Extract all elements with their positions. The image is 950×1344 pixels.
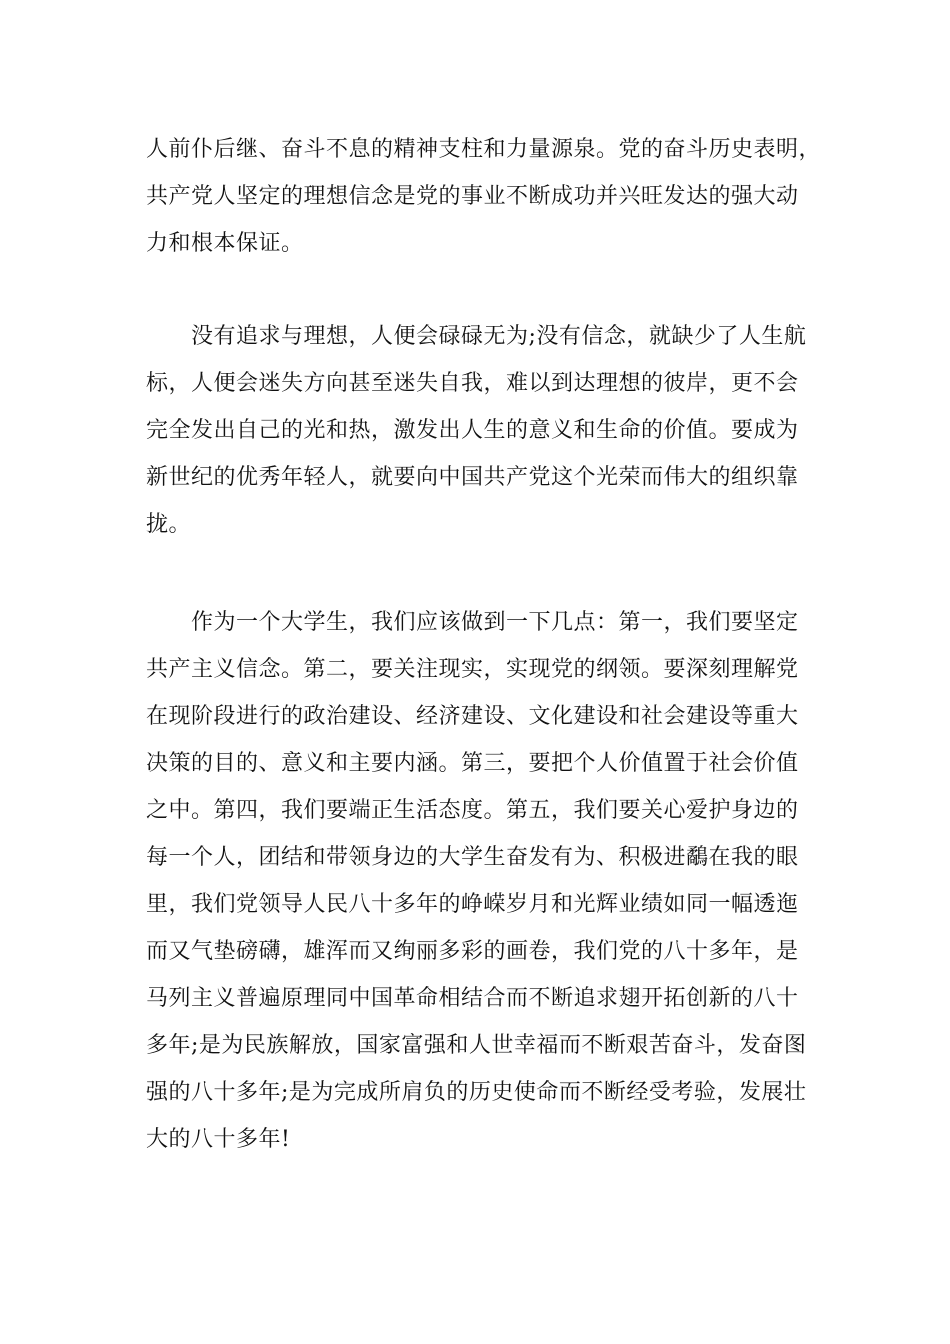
text-line: 决策的目的、意义和主要内涵。第三，要把个人价值置于社会价值 — [146, 751, 799, 776]
text-line: 力和根本保证。 — [146, 231, 304, 256]
text-line: 共产主义信念。第二，要关注现实，实现党的纲领。要深刻理解党 — [146, 657, 799, 682]
text-line: 作为一个大学生，我们应该做到一下几点：第一，我们要坚定 — [146, 610, 799, 635]
text-line: 共产党人坚定的理想信念是党的事业不断成功并兴旺发达的强大动 — [146, 184, 799, 209]
text-line: 没有追求与理想，人便会碌碌无为;没有信念，就缺少了人生航 — [146, 324, 807, 349]
text-line: 多年;是为民族解放，国家富强和人世幸福而不断艰苦奋斗，发奋图 — [146, 1033, 807, 1058]
paragraph-1 — [146, 126, 822, 267]
document-page — [146, 126, 822, 1163]
text-line: 大的八十多年! — [146, 1127, 291, 1152]
text-line: 标，人便会迷失方向甚至迷失自我，难以到达理想的彼岸，更不会 — [146, 371, 799, 396]
text-line: 每一个人，团结和带领身边的大学生奋发有为、积极进鷸在我的眼 — [146, 845, 799, 870]
text-line: 马列主义普遍原理同中国革命相结合而不断追求翅开拓创新的八十 — [146, 986, 799, 1011]
text-line: 在现阶段进行的政治建设、经济建设、文化建设和社会建设等重大 — [146, 704, 799, 729]
text-line: 而又气垫磅礴，雄浑而又绚丽多彩的画卷，我们党的八十多年，是 — [146, 939, 799, 964]
text-line: 人前仆后继、奋斗不息的精神支柱和力量源泉。党的奋斗历史表明， — [146, 137, 822, 162]
paragraph-2 — [146, 313, 807, 548]
paragraph-spacer — [146, 267, 798, 313]
text-line: 新世纪的优秀年轻人，就要向中国共产党这个光荣而伟大的组织靠 — [146, 465, 799, 490]
paragraph-3 — [146, 599, 807, 1163]
text-line: 强的八十多年;是为完成所肩负的历史使命而不断经受考验，发展壮 — [146, 1080, 807, 1105]
text-line: 里，我们党领导人民八十多年的峥嵘岁月和光辉业绩如同一幅透迤 — [146, 892, 799, 917]
text-line: 之中。第四，我们要端正生活态度。第五，我们要关心爱护身边的 — [146, 798, 799, 823]
text-line: 拢。 — [146, 512, 192, 537]
paragraph-spacer — [146, 548, 798, 599]
text-line: 完全发出自己的光和热，激发出人生的意义和生命的价值。要成为 — [146, 418, 799, 443]
